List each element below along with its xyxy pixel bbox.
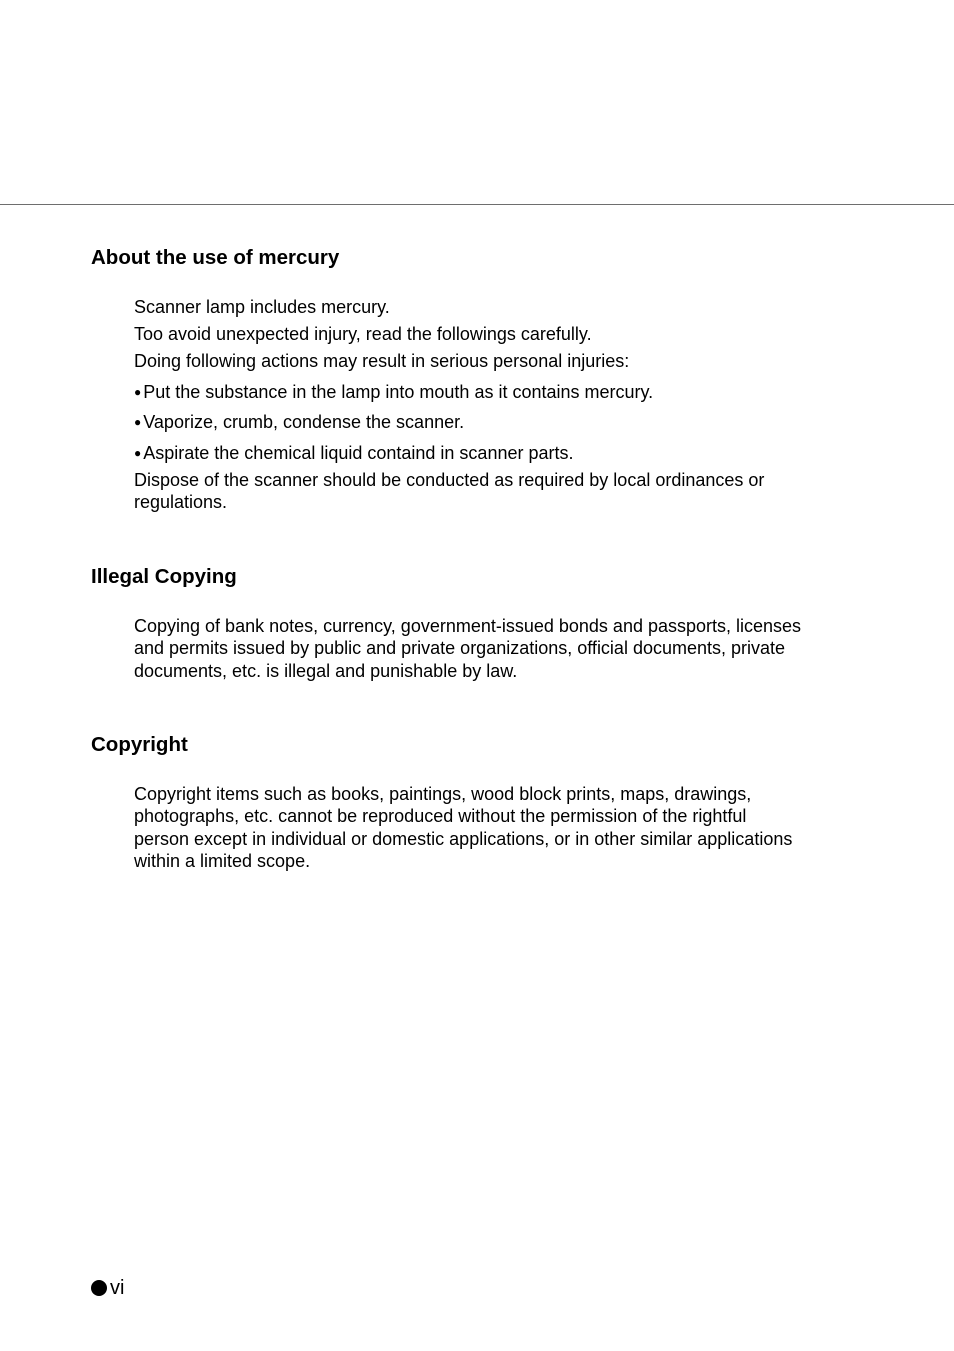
bullet-item [134,442,846,469]
body-line: Dispose of the scanner should be conducted as required by local ordinances or [134,470,765,490]
bullet-item [134,411,846,442]
body-line: Too avoid unexpected injury, read the followings carefully. [134,324,592,344]
section-body-copyright [134,783,846,873]
section-body-illegal-copying [134,615,846,682]
body-line: Scanner lamp includes mercury. [134,297,390,317]
page-footer [91,1276,124,1300]
body-line: within a limited scope. [134,851,311,872]
bullet-icon: ● [134,415,142,429]
bullet-icon: ● [134,385,142,399]
section-title-copyright: Copyright [91,733,188,756]
bullet-text: Put the substance in the lamp into mouth as it contains mercury. [143,382,654,402]
body-line: Copyright items such as books, paintings, wood block prints, maps, drawings, [134,784,752,804]
header-rule [0,204,954,205]
body-line: and permits issued by public and private organizations, official documents, private [134,638,786,659]
body-line: photographs, etc. cannot be reproduced without the permission of the rightful [134,806,747,827]
bullet-text: Aspirate the chemical liquid containd in scanner parts. [143,443,574,463]
body-line: Doing following actions may result in serious personal injuries: [134,351,630,371]
body-line: Copying of bank notes, currency, government-issued bonds and passports, licenses [134,616,802,636]
body-line: documents, etc. is illegal and punishable by law. [134,660,518,681]
bullet-text: Vaporize, crumb, condense the scanner. [143,412,465,432]
page-number: vi [110,1277,125,1299]
section-title-illegal-copying: Illegal Copying [91,565,237,588]
section-title-mercury: About the use of mercury [91,246,340,269]
bullet-item [134,381,846,411]
body-line: regulations. [134,492,228,513]
page-bullet-icon [91,1280,107,1296]
section-body-mercury [134,296,846,514]
bullet-icon: ● [134,446,142,460]
body-line: person except in individual or domestic applications, or in other similar applications [134,828,793,849]
